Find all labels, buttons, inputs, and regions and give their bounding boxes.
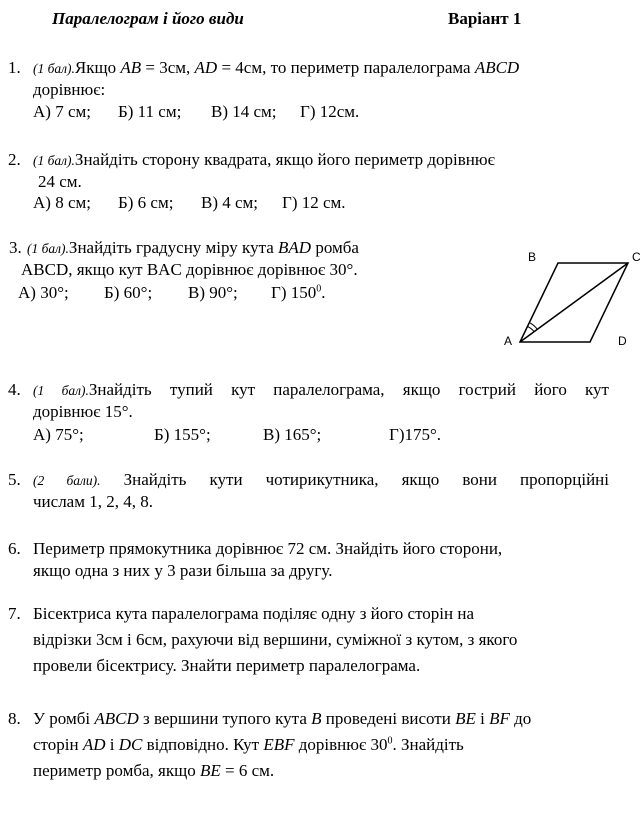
answer-option: Б) 60°; bbox=[104, 283, 153, 302]
question-number: 5. bbox=[8, 470, 21, 489]
answer-option: Г) $150^0$. bbox=[271, 283, 326, 302]
question-text: (1 бал).Знайдіть сторону квадрата, якщо його периметр дорівнює bbox=[33, 150, 495, 169]
question-text-cont: 24 см. bbox=[38, 172, 82, 191]
question-text-cont: дорівнює: bbox=[33, 80, 106, 99]
question-text-cont: периметр ромба, якщо BE = 6 см. bbox=[33, 761, 275, 780]
answer-option: Г) 12см. bbox=[300, 102, 360, 121]
question-text-cont: відрізки 3см і 6см, рахуючи від вершини, суміжної з кутом, з якого bbox=[33, 630, 518, 649]
vertex-label-c: C bbox=[632, 250, 641, 264]
answer-option: А) 8 см; bbox=[33, 193, 91, 212]
answer-option: Б) 11 см; bbox=[118, 102, 182, 121]
question-number: 2. bbox=[8, 150, 21, 169]
question-text-cont: дорівнює 15°. bbox=[33, 402, 133, 421]
question-text-cont: провели бісектрису. Знайти периметр паралелограма. bbox=[33, 656, 421, 675]
answer-option: А) 7 см; bbox=[33, 102, 91, 121]
worksheet-title: Паралелограм і його види bbox=[52, 9, 244, 28]
question-text: Бісектриса кута паралелограма поділяє одну з його сторін на bbox=[33, 604, 475, 623]
answer-option: Г) 12 см. bbox=[282, 193, 346, 212]
question-text: (1 бал).Знайдіть градусну міру кута BAD ромба bbox=[27, 238, 359, 257]
question-text: (1 бал).Знайдіть тупий кут паралелограма, якщо гострий його кут bbox=[33, 380, 609, 399]
vertex-label-b: B bbox=[528, 250, 537, 264]
question-number: 7. bbox=[8, 604, 21, 623]
question-number: 6. bbox=[8, 539, 21, 558]
vertex-label-a: A bbox=[504, 334, 513, 348]
answer-option: А) 75°; bbox=[33, 425, 84, 444]
answer-option: В) 14 см; bbox=[211, 102, 277, 121]
points-label: (1 бал). bbox=[33, 153, 75, 168]
question-text-cont: ABCD, якщо кут BAC дорівнює дорівнює 30°. bbox=[21, 260, 358, 279]
question-text: (1 бал).Якщо AB = 3см, AD = 4см, то периметр паралелограма ABCD bbox=[33, 58, 520, 77]
question-number: 3. bbox=[9, 238, 22, 257]
points-label: (1 бал). bbox=[33, 61, 75, 76]
points-label: (2 бали). bbox=[33, 473, 101, 488]
question-number: 8. bbox=[8, 709, 21, 728]
question-text-cont: якщо одна з них у 3 рази більша за другу. bbox=[33, 561, 333, 580]
variant-label: Варіант 1 bbox=[448, 9, 522, 28]
question-text: (2 бали). Знайдіть кути чотирикутника, якщо вони пропорційні bbox=[33, 470, 609, 489]
angle-arc bbox=[528, 327, 535, 332]
question-number: 1. bbox=[8, 58, 21, 77]
question-text: У ромбі ABCD з вершини тупого кута B проведені висоти BE і BF до bbox=[33, 709, 532, 728]
question-text: Периметр прямокутника дорівнює 72 см. Знайдіть його сторони, bbox=[33, 539, 503, 558]
answer-option: Б) 155°; bbox=[154, 425, 211, 444]
question-text-cont: сторін AD і DC відповідно. Кут EBF дорівнює $30^0$. Знайдіть bbox=[33, 735, 464, 754]
question-number: 4. bbox=[8, 380, 21, 399]
answer-option: Б) 6 см; bbox=[118, 193, 174, 212]
question-text-cont: числам 1, 2, 4, 8. bbox=[33, 492, 153, 511]
answer-option: В) 90°; bbox=[188, 283, 238, 302]
answer-option: А) 30°; bbox=[18, 283, 69, 302]
diagonal-ac bbox=[520, 263, 628, 342]
answer-option: Г)175°. bbox=[389, 425, 442, 444]
points-label: (1 бал). bbox=[33, 383, 89, 398]
answer-option: В) 165°; bbox=[263, 425, 322, 444]
rhombus-figure bbox=[495, 245, 643, 355]
points-label: (1 бал). bbox=[27, 241, 69, 256]
answer-option: В) 4 см; bbox=[201, 193, 259, 212]
vertex-label-d: D bbox=[618, 334, 627, 348]
